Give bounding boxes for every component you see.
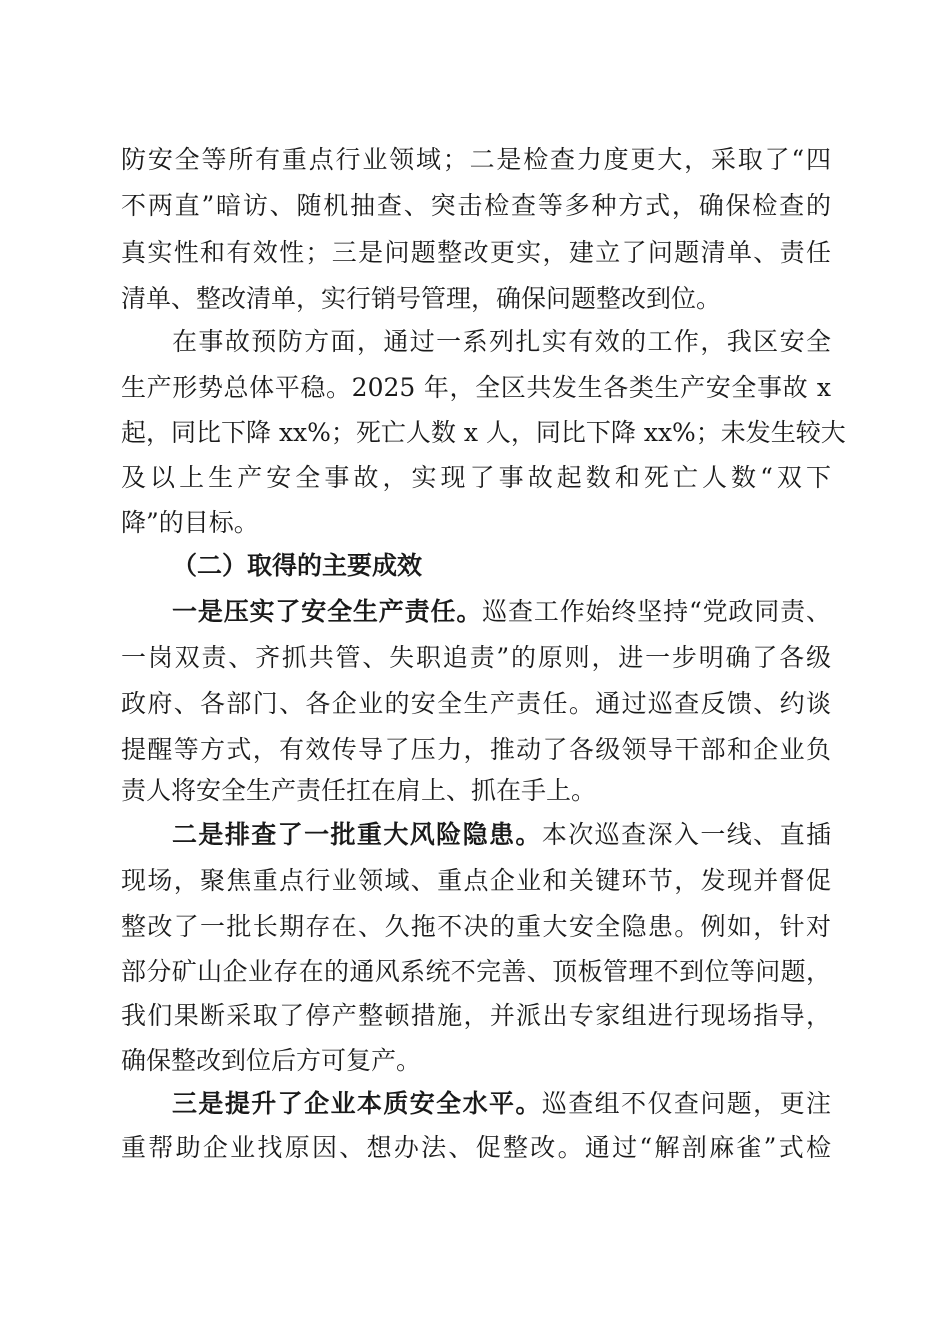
paragraph-3-line-2: 一岗双责、齐抓共管、失职追责”的原则，进一步明确了各级 (121, 643, 831, 672)
paragraph-3-line-1 (172, 597, 831, 627)
paragraph-2-line-5: 降”的目标。 (121, 508, 259, 537)
paragraph-1-line-3: 真实性和有效性；三是问题整改更实，建立了问题清单、责任 (121, 238, 831, 267)
paragraph-4-line-5: 我们果断采取了停产整顿措施，并派出专家组进行现场指导， (121, 1001, 831, 1030)
paragraph-1-line-2: 不两直”暗访、随机抽查、突击检查等多种方式，确保检查的 (121, 191, 831, 220)
paragraph-2-line-4: 及以上生产安全事故，实现了事故起数和死亡人数“双下 (121, 463, 831, 492)
paragraph-5-line-1-rest: 巡查组不仅查问题，更注 (541, 1089, 831, 1118)
paragraph-5-line-2: 重帮助企业找原因、想办法、促整改。通过“解剖麻雀”式检 (121, 1133, 831, 1162)
paragraph-1-line-1: 防安全等所有重点行业领域；二是检查力度更大，采取了“四 (121, 145, 831, 174)
paragraph-5-lead: 三是提升了企业本质安全水平。 (172, 1089, 542, 1118)
section-heading: （二）取得的主要成效 (172, 551, 423, 580)
paragraph-4-line-2: 现场，聚焦重点行业领域、重点企业和关键环节，发现并督促 (121, 866, 831, 895)
paragraph-3-line-4: 提醒等方式，有效传导了压力，推动了各级领导干部和企业负 (121, 735, 831, 764)
paragraph-3-line-5: 责人将安全生产责任扛在肩上、抓在手上。 (121, 776, 597, 805)
paragraph-3-lead: 一是压实了安全生产责任。 (172, 597, 483, 626)
paragraph-4-lead: 二是排查了一批重大风险隐患。 (172, 820, 542, 849)
paragraph-4-line-1-rest: 本次巡查深入一线、直插 (541, 820, 831, 849)
paragraph-4-line-3: 整改了一批长期存在、久拖不决的重大安全隐患。例如，针对 (121, 912, 831, 941)
paragraph-5-line-1 (172, 1089, 831, 1119)
paragraph-4-line-6: 确保整改到位后方可复产。 (121, 1046, 422, 1075)
paragraph-4-line-4: 部分矿山企业存在的通风系统不完善、顶板管理不到位等问题， (121, 957, 831, 986)
paragraph-1-line-4: 清单、整改清单，实行销号管理，确保问题整改到位。 (121, 284, 722, 313)
paragraph-2-line-2: 生产形势总体平稳。2025 年，全区共发生各类生产安全事故 x (121, 373, 831, 402)
paragraph-3-line-3: 政府、各部门、各企业的安全生产责任。通过巡查反馈、约谈 (121, 689, 831, 718)
paragraph-2-line-3: 起，同比下降 xx%；死亡人数 x 人，同比下降 xx%；未发生较大 (121, 418, 846, 447)
paragraph-3-line-1-rest: 巡查工作始终坚持“党政同责、 (482, 597, 831, 626)
paragraph-4-line-1 (172, 820, 831, 850)
paragraph-2-line-1: 在事故预防方面，通过一系列扎实有效的工作，我区安全 (172, 327, 831, 356)
